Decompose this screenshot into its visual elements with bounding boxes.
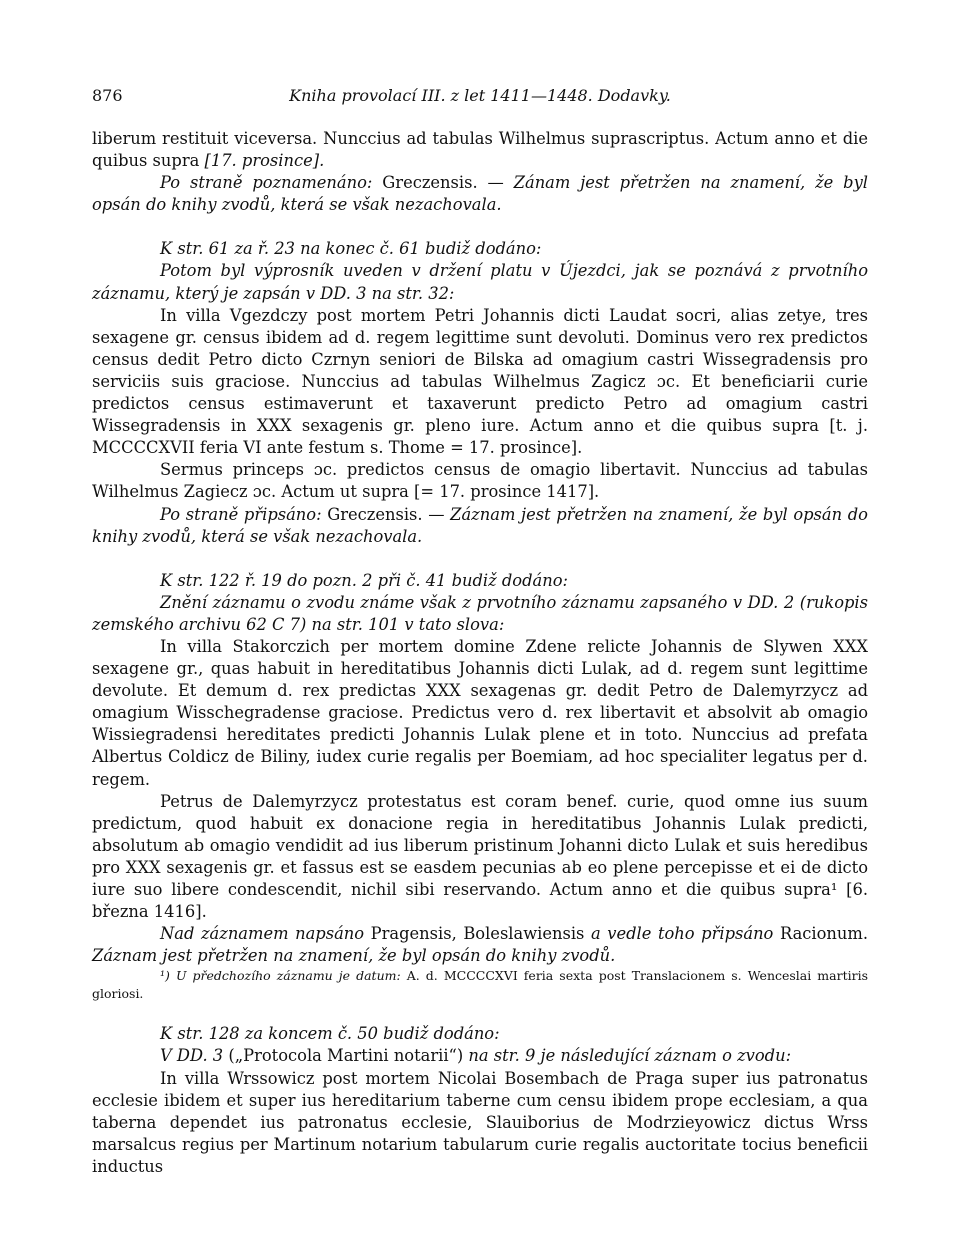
paragraph: In villa Vgezdczy post mortem Petri Johannis dicti Laudat socri, alias zetye, tres sexagene gr. census ibidem ad d. regem legittime sunt devoluti. Dominus vero rex predictos census dedit Petro dicto Czrnyn seniori de Bilska ad omagium castri Wissegradensis pro serviciis suis graciose. Nunccius ad tabulas Wilhelmus Zagicz ɔc. Et beneficiarii curie predictos census estimaverunt et taxaverunt predicto Petro ad omagium castri Wissegradensis in XXX sexagenis gr. pleno iure. Actum anno et die quibus supra [t. j. MCCCCXVII feria VI ante festum s. Thome = 17. prosince].: [92, 305, 868, 458]
main-text: [92, 128, 868, 1178]
paragraph: Potom byl výprosník uveden v držení platu v Újezdci, jak se poznává z prvotního záznamu, který je zapsán v DD. 3 na str. 32:: [92, 261, 868, 303]
paragraph: In villa Wrssowicz post mortem Nicolai Bosembach de Praga super ius patronatus ecclesie ibidem et super ius hereditarium taberne cum censu ibidem prope ecclesiam, a qua taberna dependet ius patronatus ecclesie, Slauiborius de Modrzieyowicz dictus Wrss marsalcus regius per Martinum notarium tabularum curie regalis auctoritate tocius beneficii inductus: [92, 1068, 868, 1176]
footnote-text: A. d. MCCCCXVI feria sexta post Translacionem s. Wenceslai martiris gloriosi.: [92, 968, 868, 1002]
note-label: Po straně poznamenáno:: [160, 173, 383, 193]
margin-note: [92, 504, 868, 548]
section-heading: K str. 61 za ř. 23 na konec č. 61 budiž dodáno:: [160, 239, 542, 259]
note-text: Záznam jest přetržen na znamení, že byl opsán do knihy zvodů, která se však nezachovala.: [92, 504, 868, 546]
text-span: liberum restituit viceversa. Nunccius ad tabulas Wilhelmus suprascriptus. Actum anno et die quibus supra: [92, 129, 868, 171]
paragraph: [92, 1045, 868, 1067]
paragraph: Sermus princeps ɔc. predictos census de omagio libertavit. Nunccius ad tabulas Wilhelmus Zagiecz ɔc. Actum ut supra [= 17. prosince 1417].: [92, 460, 868, 502]
note-text: Záznam jest přetržen na znamení, že byl opsán do knihy zvodů.: [92, 946, 616, 966]
note-label: Nad záznamem napsáno: [160, 924, 371, 944]
text-span: Pragensis, Boleslawiensis: [370, 924, 591, 944]
note-label: Po straně připsáno:: [160, 504, 328, 524]
text-span: („Protocola Martini notarii“): [228, 1046, 469, 1066]
paragraph: Petrus de Dalemyrzycz protestatus est coram benef. curie, quod omne ius suum predictum, quod habuit ex donacione regia in hereditatibus Johannis Lulak predicti, absolutum ab omagio vendidit ad ius liberum pristinum Johanni dicto Lulak et suis heredibus pro XXX sexagenis gr. et fassus est se easdem pecunias ab eo plene percepisse et ei de dicto iure suo libere condescendit, nichil sibi reservando. Actum anno et die quibus supra¹ [6. března 1416].: [92, 791, 868, 922]
footnote-label: ¹) U předchozího záznamu je datum:: [160, 968, 407, 984]
section-heading: K str. 128 za koncem č. 50 budiž dodáno:: [160, 1024, 500, 1044]
date-note: [17. prosince].: [204, 151, 325, 171]
text-span: V DD. 3: [160, 1046, 229, 1066]
text-span: Greczensis. —: [382, 173, 514, 193]
footnote: [92, 967, 868, 1003]
page-header: [92, 86, 868, 110]
section-heading: K str. 122 ř. 19 do pozn. 2 při č. 41 budiž dodáno:: [160, 570, 569, 590]
running-title: Kniha provolací III. z let 1411—1448. Dodavky.: [289, 86, 671, 105]
page-number: 876: [92, 86, 123, 105]
note-text: Zánam jest přetržen na znamení, že byl opsán do knihy zvodů, která se však nezachovala.: [92, 173, 868, 215]
text-span: Racionum.: [779, 924, 869, 944]
note-label: a vedle toho připsáno: [590, 924, 780, 944]
paragraph: In villa Stakorczich per mortem domine Zdene relicte Johannis de Slywen XXX sexagene gr., quas habuit in hereditatibus Johannis dicti Lulak, ad d. regem sunt legittime devolute. Et demum d. rex predictas XXX sexagenas gr. dedit Petro de Dalemyrzycz ad omagium Wisschegradense graciose. Predictus vero d. rex libertavit et absolvit ab omagio Wissiegradensi hereditates predicti Johannis Lulak plene et in toto. Nunccius ad prefata Albertus Coldicz de Biliny, iudex curie regalis per Boemiam, ad hoc specialiter legatus per d. regem.: [92, 636, 868, 789]
paragraph: [92, 128, 868, 172]
paragraph: Znění záznamu o zvodu známe však z prvotního záznamu zapsaného v DD. 2 (rukopis zemského archivu 62 C 7) na str. 101 v tato slova:: [92, 592, 868, 634]
margin-note: [92, 923, 868, 967]
text-span: Greczensis. —: [327, 504, 451, 524]
margin-note: [92, 172, 868, 216]
text-span: na str. 9 je následující záznam o zvodu:: [468, 1046, 792, 1066]
